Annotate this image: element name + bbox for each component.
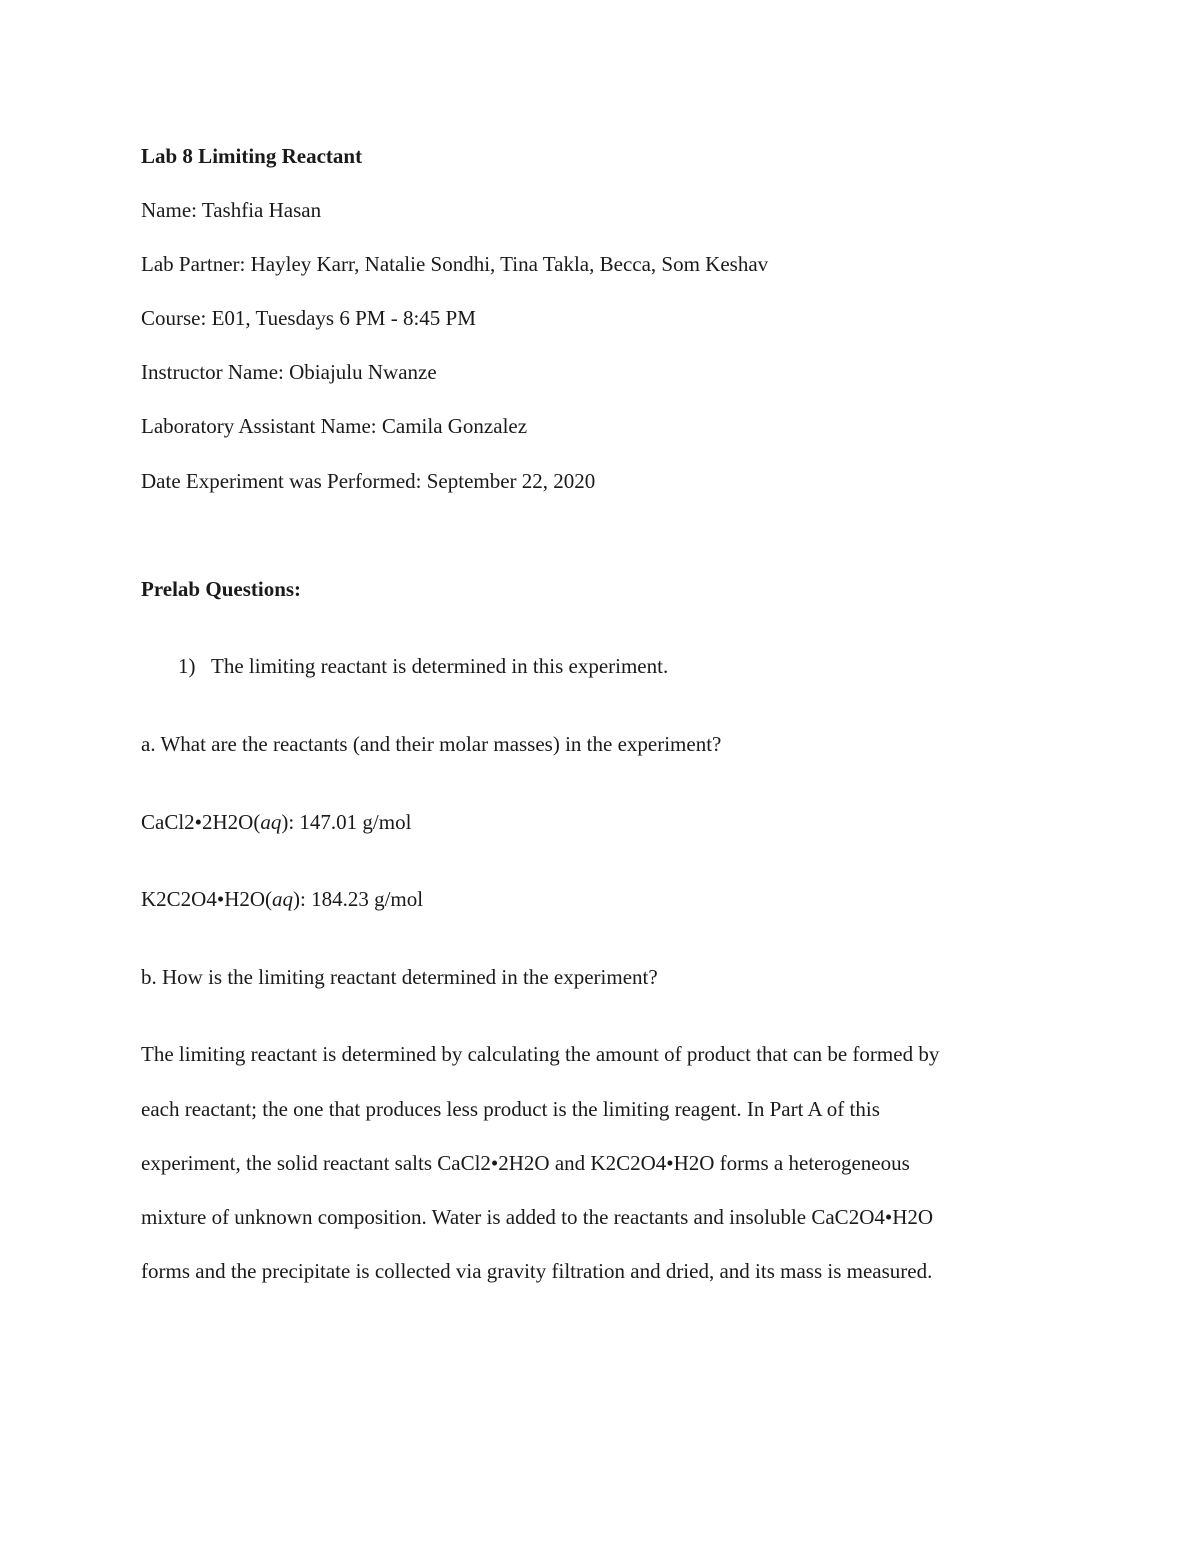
experiment-date: Date Experiment was Performed: September 22, 2020 — [141, 469, 596, 493]
student-name: Name: Tashfia Hasan — [141, 198, 322, 222]
reactant-2 — [141, 886, 423, 912]
course-info: Course: E01, Tuesdays 6 PM - 8:45 PM — [141, 306, 476, 330]
answer-line: each reactant; the one that produces less product is the limiting reagent. In Part A of this — [141, 1097, 880, 1121]
question-1-text: The limiting reactant is determined in this experiment. — [211, 654, 669, 678]
reactant-1-state: aq — [260, 810, 282, 834]
lab-partners: Lab Partner: Hayley Karr, Natalie Sondhi, Tina Takla, Becca, Som Keshav — [141, 252, 769, 276]
question-b: b. How is the limiting reactant determined in the experiment? — [141, 965, 658, 989]
reactant-2-state: aq — [272, 887, 294, 911]
question-1-number: 1) — [178, 654, 196, 678]
answer-line: experiment, the solid reactant salts CaCl2•2H2O and K2C2O4•H2O forms a heterogeneous — [141, 1151, 910, 1175]
reactant-1-mass: ): 147.01 g/mol — [281, 810, 412, 834]
reactant-1-formula: CaCl2•2H2O( — [141, 810, 261, 834]
instructor-name: Instructor Name: Obiajulu Nwanze — [141, 360, 437, 384]
answer-line: mixture of unknown composition. Water is added to the reactants and insoluble CaC2O4•H2O — [141, 1205, 934, 1229]
reactant-2-formula: K2C2O4•H2O( — [141, 887, 273, 911]
document-title: Lab 8 Limiting Reactant — [141, 144, 363, 168]
reactant-2-mass: ): 184.23 g/mol — [293, 887, 424, 911]
question-a: a. What are the reactants (and their molar masses) in the experiment? — [141, 732, 722, 756]
reactant-1 — [141, 809, 411, 835]
assistant-name: Laboratory Assistant Name: Camila Gonzalez — [141, 414, 528, 438]
answer-line: forms and the precipitate is collected via gravity filtration and dried, and its mass is measured. — [141, 1259, 933, 1283]
prelab-heading: Prelab Questions: — [141, 577, 302, 601]
answer-line: The limiting reactant is determined by calculating the amount of product that can be formed by — [141, 1042, 940, 1066]
